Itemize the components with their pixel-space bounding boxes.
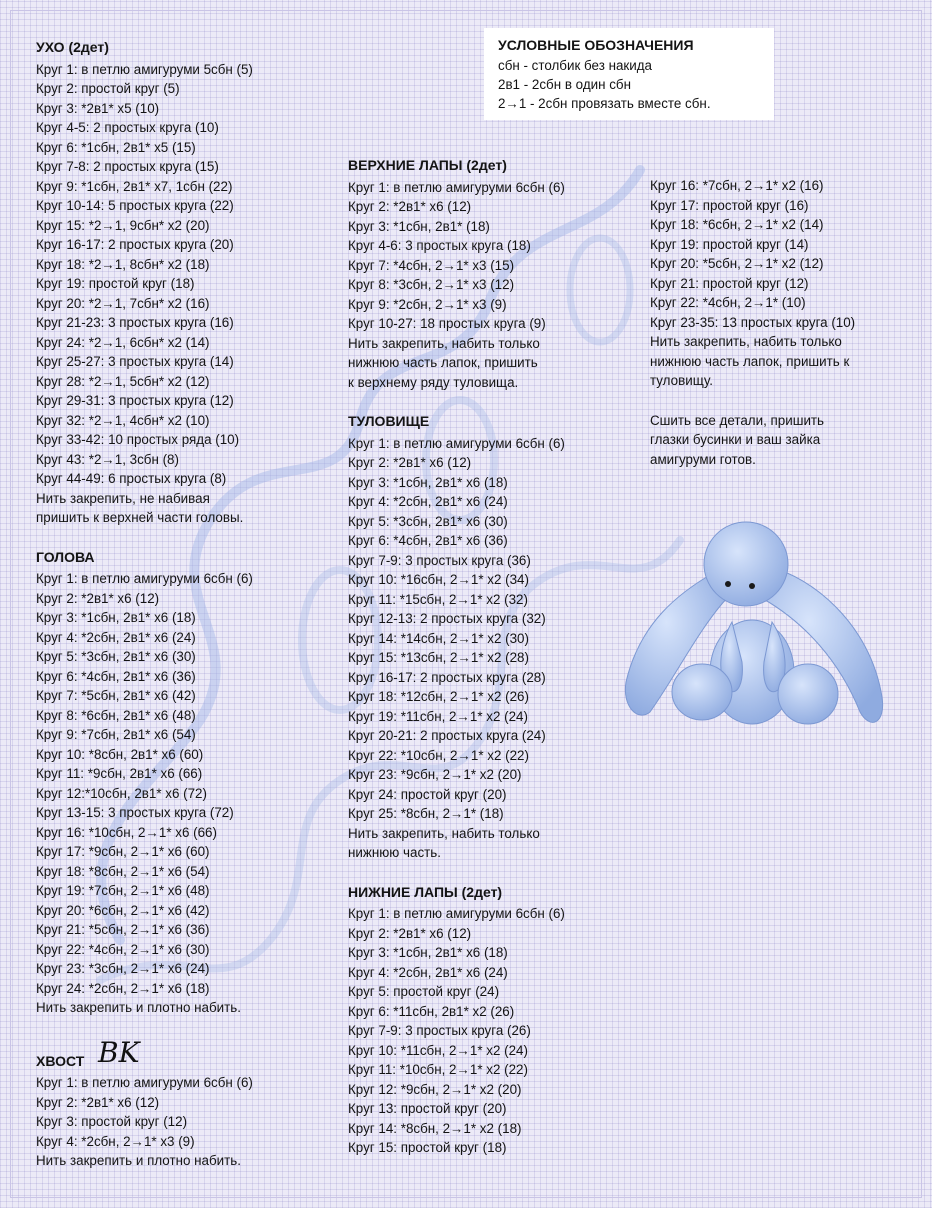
lower-paws-line: Круг 11: *10сбн, 2→1* х2 (22): [348, 1062, 528, 1077]
upper-paws-line: Круг 10-27: 18 простых круга (9): [348, 316, 546, 331]
body-line: Круг 4: *2сбн, 2в1* х6 (24): [348, 494, 508, 509]
body-line: Круг 10: *16сбн, 2→1* х2 (34): [348, 572, 529, 587]
lower-paws-line: Круг 10: *11сбн, 2→1* х2 (24): [348, 1042, 528, 1058]
tail-lines: [36, 1073, 253, 1171]
upper-paws-line: Круг 8: *3сбн, 2→1* х3 (12): [348, 277, 515, 292]
ear-line: Круг 16-17: 2 простых круга (20): [36, 237, 234, 252]
upper-paws-cont-line: Круг 19: простой круг (14): [650, 236, 809, 252]
ear-line: пришить к верхней части головы.: [36, 510, 244, 525]
upper-paws-line: к верхнему ряду туловища.: [348, 374, 519, 390]
lower-paws-lines: [348, 904, 565, 1158]
ear-line: Круг 4-5: 2 простых круга (10): [36, 120, 219, 135]
tail-title: ХВОСТ: [36, 1052, 85, 1069]
ear-line: Круг 15: *2→1, 9сбн* х2 (20): [36, 217, 210, 233]
tail-line: Круг 3: простой круг (12): [36, 1114, 188, 1129]
ear-title: УХО (2дет): [36, 39, 109, 55]
left-column: [36, 38, 253, 1171]
ear-line: Круг 18: *2→1, 8сбн* х2 (18): [36, 256, 210, 272]
tail-line: Круг 4: *2сбн, 2→1* х3 (9): [36, 1133, 195, 1149]
head-line: Круг 6: *4сбн, 2в1* х6 (36): [36, 668, 196, 684]
middle-column: [348, 156, 565, 1158]
head-line: Круг 7: *5сбн, 2в1* х6 (42): [36, 688, 196, 703]
ear-line: Круг 3: *2в1* х5 (10): [36, 100, 160, 116]
body-line: Круг 6: *4сбн, 2в1* х6 (36): [348, 533, 508, 548]
upper-paws-cont-line: Круг 18: *6сбн, 2→1* х2 (14): [650, 217, 824, 232]
upper-paws-cont-line: Круг 16: *7сбн, 2→1* х2 (16): [650, 178, 824, 193]
ear-line: Круг 43: *2→1, 3сбн (8): [36, 451, 179, 467]
ear-line: Круг 32: *2→1, 4сбн* х2 (10): [36, 412, 210, 428]
upper-paws-cont-line: нижнюю часть лапок, пришить к: [650, 353, 850, 369]
body-line: Круг 20-21: 2 простых круга (24): [348, 728, 546, 743]
upper-paws-cont-line: Круг 17: простой круг (16): [650, 197, 809, 213]
ear-line: Круг 6: *1сбн, 2в1* х5 (15): [36, 139, 196, 155]
lower-paws-line: Круг 1: в петлю амигуруми 6сбн (6): [348, 906, 565, 921]
body-line: Нить закрепить, набить только: [348, 825, 540, 841]
head-line: Круг 13-15: 3 простых круга (72): [36, 805, 234, 820]
finish-line: глазки бусинки и ваш зайка: [650, 432, 821, 447]
body-line: Круг 18: *12сбн, 2→1* х2 (26): [348, 689, 529, 704]
head-line: Круг 22: *4сбн, 2→1* х6 (30): [36, 941, 210, 957]
body-line: Круг 7-9: 3 простых круга (36): [348, 552, 531, 568]
body-line: Круг 3: *1сбн, 2в1* х6 (18): [348, 474, 508, 490]
body-line: Круг 15: *13сбн, 2→1* х2 (28): [348, 650, 529, 665]
lower-paws-line: Круг 15: простой круг (18): [348, 1140, 507, 1155]
lower-paws-line: Круг 5: простой круг (24): [348, 984, 500, 999]
ear-line: Круг 2: простой круг (5): [36, 81, 180, 96]
head-line: Круг 2: *2в1* х6 (12): [36, 590, 160, 606]
body-line: Круг 16-17: 2 простых круга (28): [348, 669, 546, 685]
tail-line: Круг 1: в петлю амигуруми 6сбн (6): [36, 1075, 253, 1090]
upper-paws-cont-lines: [650, 176, 855, 391]
spacer: [348, 392, 565, 412]
upper-paws-cont-line: Круг 21: простой круг (12): [650, 275, 809, 291]
legend-title: УСЛОВНЫЕ ОБОЗНАЧЕНИЯ: [498, 37, 694, 53]
body-line: Круг 24: простой круг (20): [348, 786, 507, 802]
head-line: Круг 10: *8сбн, 2в1* х6 (60): [36, 746, 204, 762]
tail-line: Нить закрепить и плотно набить.: [36, 1153, 241, 1168]
lower-paws-line: Круг 12: *9сбн, 2→1* х2 (20): [348, 1081, 522, 1097]
upper-paws-line: Круг 1: в петлю амигуруми 6сбн (6): [348, 179, 565, 195]
head-line: Круг 20: *6сбн, 2→1* х6 (42): [36, 902, 210, 918]
head-line: Круг 11: *9сбн, 2в1* х6 (66): [36, 766, 203, 781]
body-line: Круг 5: *3сбн, 2в1* х6 (30): [348, 513, 508, 529]
upper-paws-cont-line: Круг 20: *5сбн, 2→1* х2 (12): [650, 256, 824, 271]
ear-line: Круг 29-31: 3 простых круга (12): [36, 393, 234, 408]
body-line: Круг 19: *11сбн, 2→1* х2 (24): [348, 708, 528, 724]
ear-line: Круг 10-14: 5 простых круга (22): [36, 198, 234, 213]
body-lines: [348, 434, 565, 863]
ear-line: Круг 9: *1сбн, 2в1* х7, 1сбн (22): [36, 178, 233, 194]
ear-lines: [36, 60, 253, 528]
finish-lines: [650, 411, 855, 470]
body-line: Круг 23: *9сбн, 2→1* х2 (20): [348, 767, 522, 782]
lower-paws-title: НИЖНИЕ ЛАПЫ (2дет): [348, 883, 503, 900]
head-line: Круг 18: *8сбн, 2→1* х6 (54): [36, 863, 210, 879]
ear-line: Круг 24: *2→1, 6сбн* х2 (14): [36, 334, 210, 350]
head-line: Нить закрепить и плотно набить.: [36, 1000, 241, 1015]
lower-paws-line: Круг 4: *2сбн, 2в1* х6 (24): [348, 964, 508, 980]
head-line: Круг 23: *3сбн, 2→1* х6 (24): [36, 961, 210, 976]
ear-line: Круг 7-8: 2 простых круга (15): [36, 159, 219, 174]
ear-line: Круг 33-42: 10 простых ряда (10): [36, 432, 240, 447]
legend-line: 2в1 - 2сбн в один сбн: [498, 77, 631, 92]
lower-paws-line: Круг 14: *8сбн, 2→1* х2 (18): [348, 1120, 522, 1136]
spacer: [650, 391, 855, 411]
body-line: Круг 25: *8сбн, 2→1* (18): [348, 806, 504, 821]
lower-paws-line: Круг 13: простой круг (20): [348, 1101, 507, 1116]
head-line: Круг 5: *3сбн, 2в1* х6 (30): [36, 649, 196, 664]
head-line: Круг 4: *2сбн, 2в1* х6 (24): [36, 629, 196, 645]
lower-paws-line: Круг 6: *11сбн, 2в1* х2 (26): [348, 1003, 515, 1019]
head-line: Круг 17: *9сбн, 2→1* х6 (60): [36, 844, 210, 859]
head-line: Круг 8: *6сбн, 2в1* х6 (48): [36, 707, 196, 723]
head-lines: [36, 569, 253, 1018]
ear-line: Круг 44-49: 6 простых круга (8): [36, 471, 227, 486]
upper-paws-cont-line: Круг 22: *4сбн, 2→1* (10): [650, 295, 806, 310]
body-line: Круг 1: в петлю амигуруми 6сбн (6): [348, 435, 565, 451]
head-line: Круг 16: *10сбн, 2→1* х6 (66): [36, 824, 217, 840]
upper-paws-line: Нить закрепить, набить только: [348, 335, 540, 351]
head-line: Круг 21: *5сбн, 2→1* х6 (36): [36, 922, 210, 937]
head-line: Круг 24: *2сбн, 2→1* х6 (18): [36, 980, 210, 996]
ear-line: Нить закрепить, не набивая: [36, 490, 210, 506]
right-column: [650, 176, 855, 469]
ear-line: Круг 25-27: 3 простых круга (14): [36, 354, 234, 369]
body-line: Круг 12-13: 2 простых круга (32): [348, 611, 546, 626]
lower-paws-line: Круг 7-9: 3 простых круга (26): [348, 1023, 531, 1038]
tail-line: Круг 2: *2в1* х6 (12): [36, 1094, 160, 1110]
body-title: ТУЛОВИЩЕ: [348, 413, 430, 429]
body-line: Круг 2: *2в1* х6 (12): [348, 455, 472, 470]
ear-line: Круг 1: в петлю амигуруми 5сбн (5): [36, 61, 253, 77]
spacer: [36, 528, 253, 548]
ear-line: Круг 21-23: 3 простых круга (16): [36, 315, 234, 330]
upper-paws-line: Круг 7: *4сбн, 2→1* х3 (15): [348, 257, 515, 273]
upper-paws-title: ВЕРХНИЕ ЛАПЫ (2дет): [348, 157, 507, 173]
head-line: Круг 1: в петлю амигуруми 6сбн (6): [36, 571, 253, 586]
body-line: Круг 11: *15сбн, 2→1* х2 (32): [348, 591, 528, 607]
legend-line: сбн - столбик без накида: [498, 58, 653, 73]
upper-paws-line: Круг 4-6: 3 простых круга (18): [348, 238, 531, 253]
lower-paws-line: Круг 3: *1сбн, 2в1* х6 (18): [348, 945, 508, 960]
signature-text: BK: [98, 1036, 140, 1069]
ear-line: Круг 19: простой круг (18): [36, 276, 195, 291]
head-title: ГОЛОВА: [36, 548, 95, 565]
finish-line: Сшить все детали, пришить: [650, 412, 825, 428]
upper-paws-line: Круг 9: *2сбн, 2→1* х3 (9): [348, 296, 507, 312]
ear-line: Круг 20: *2→1, 7сбн* х2 (16): [36, 295, 210, 311]
legend-box: [484, 28, 774, 120]
ear-line: Круг 28: *2→1, 5сбн* х2 (12): [36, 373, 210, 389]
head-line: Круг 3: *1сбн, 2в1* х6 (18): [36, 610, 196, 625]
upper-paws-line: Круг 2: *2в1* х6 (12): [348, 199, 472, 214]
legend-line: 2→1 - 2сбн провязать вместе сбн.: [498, 96, 711, 111]
head-line: Круг 9: *7сбн, 2в1* х6 (54): [36, 727, 196, 742]
head-line: Круг 12:*10сбн, 2в1* х6 (72): [36, 785, 207, 801]
bunny-illustration: [620, 512, 890, 752]
lower-paws-line: Круг 2: *2в1* х6 (12): [348, 925, 472, 941]
body-line: нижнюю часть.: [348, 845, 441, 860]
upper-paws-cont-line: туловищу.: [650, 373, 713, 388]
head-line: Круг 19: *7сбн, 2→1* х6 (48): [36, 883, 210, 898]
spacer: [348, 863, 565, 883]
upper-paws-line: Круг 3: *1сбн, 2в1* (18): [348, 218, 490, 234]
upper-paws-cont-line: Нить закрепить, набить только: [650, 334, 842, 349]
signature-mark: [96, 1032, 146, 1072]
upper-paws-lines: [348, 178, 565, 393]
body-line: Круг 22: *10сбн, 2→1* х2 (22): [348, 747, 529, 763]
finish-line: амигуруми готов.: [650, 451, 756, 467]
upper-paws-cont-line: Круг 23-35: 13 простых круга (10): [650, 314, 856, 330]
body-line: Круг 14: *14сбн, 2→1* х2 (30): [348, 630, 529, 646]
upper-paws-line: нижнюю часть лапок, пришить: [348, 355, 538, 370]
